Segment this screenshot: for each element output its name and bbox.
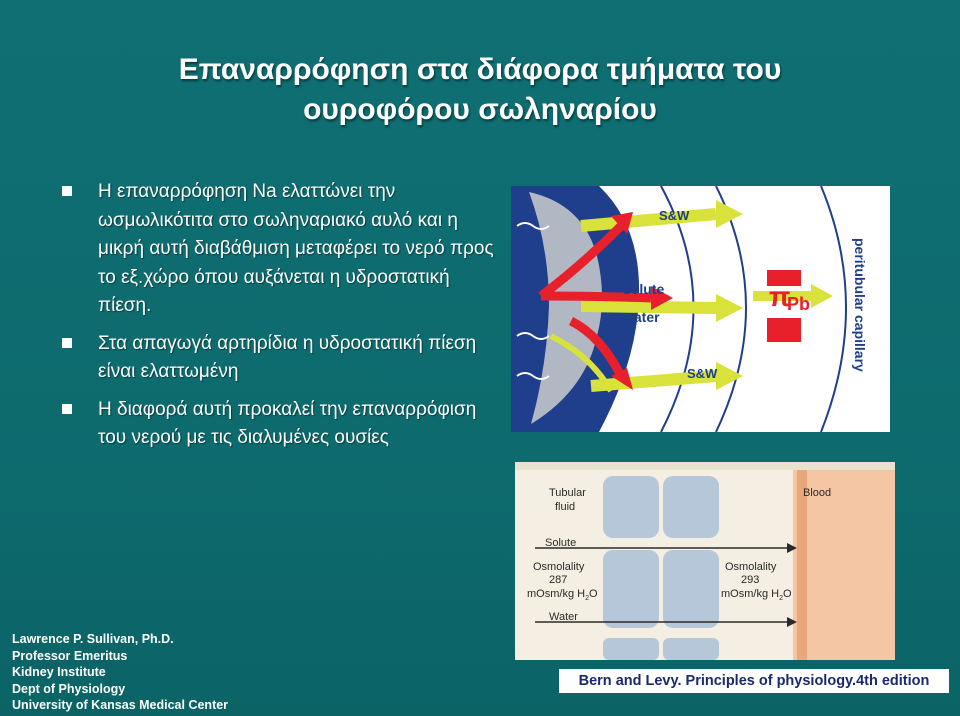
label-osmolality-left: Osmolality [533,561,585,573]
reabsorption-diagram [511,186,890,432]
label-blood-pressure: Pb [787,294,811,314]
bullet-square-icon [62,338,72,348]
label-oncotic-pressure: π [769,281,791,312]
label-peritubular-capillary: peritubular capillary [852,238,868,372]
osmolality-diagram [515,462,895,660]
credit-line: Dept of Physiology [12,681,126,696]
label-osmolality-right: Osmolality [725,561,777,573]
bullet-text: Στα απαγωγά αρτηρίδια η υδροστατική πίεση είναι ελαττωμένη [98,332,477,382]
credit-line: Professor Emeritus [12,648,128,663]
bullet-item [62,396,502,453]
bullet-text: Η επαναρρόφηση Na ελαττώνει την ωσμωλικότιτα στο σωληναριακό αυλό και η μικρή αυτή διαβάθμιση μεταφέρει το νερό προς το εξ.χώρο όπου αυξάνεται η υδροστατική πίεση. [98,181,494,316]
bullet-item [62,178,502,321]
reabsorption-diagram-svg [511,186,890,432]
bullet-item [62,330,502,387]
author-credits [12,631,228,714]
bullet-text: Η διαφορά αυτή προκαλεί την επαναρρόφιση του νερού με τις διαλυμένες ουσίες [98,398,477,448]
title-line-1: Επαναρρόφηση στα διάφορα τμήματα του [178,53,782,86]
bullet-square-icon [62,186,72,196]
osmolality-diagram-svg [515,462,895,660]
bullet-list [62,178,502,462]
label-blood: Blood [803,487,832,499]
label-solute: solute [623,281,665,297]
label-solute-2: Solute [545,537,577,549]
credit-line: University of Kansas Medical Center [12,698,229,712]
unit-osmolality-right: mOsm/kg $H_2O$ [721,588,792,602]
label-fluid: fluid [555,501,576,513]
bullet-square-icon [62,404,72,414]
label-sw-bottom: S&W [687,366,718,381]
source-citation: Bern and Levy. Principles of physiology.4th edition [559,669,949,693]
credit-line: Kidney Institute [12,665,106,679]
label-sw-top: S&W [659,208,690,223]
slide-title [40,50,920,130]
value-osmolality-right: 293 [741,574,760,586]
label-tubular: Tubular [549,487,586,499]
value-osmolality-left: 287 [549,574,568,586]
title-line-2: ουροφόρου σωληναρίου [303,93,657,126]
label-water-2: Water [549,611,578,623]
unit-osmolality-left: mOsm/kg $H_2O$ [527,588,598,602]
label-water: water [623,309,660,325]
credit-line: Lawrence P. Sullivan, Ph.D. [12,632,174,646]
